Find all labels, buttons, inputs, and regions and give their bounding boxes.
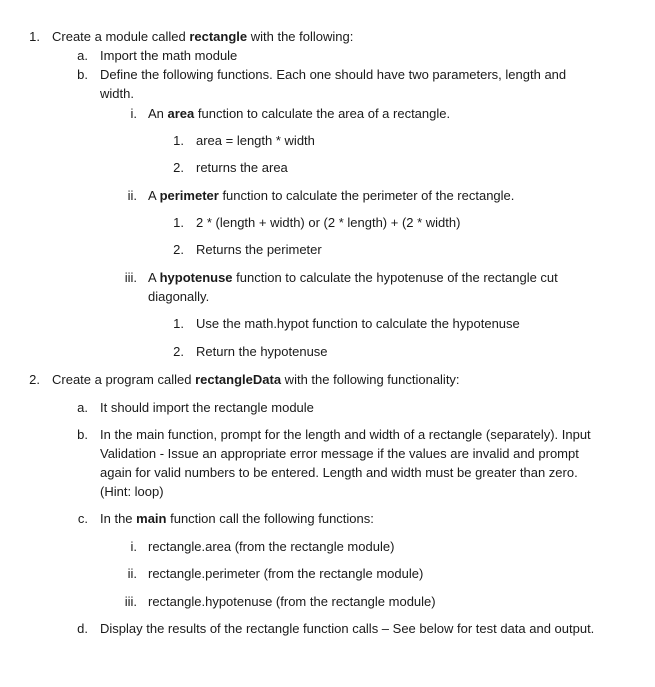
list-item-level-1 xyxy=(0,370,655,390)
list-item-text: Create a program called rectangleData with the following functionality: xyxy=(52,372,460,387)
list-item-text: 2 * (length + width) or (2 * length) + (2 * width) xyxy=(196,215,461,230)
list-item-text: An area function to calculate the area of a rectangle. xyxy=(148,106,451,121)
list-item-text: rectangle.area (from the rectangle module) xyxy=(148,539,395,554)
list-item-text: Display the results of the rectangle function calls – See below for test data and output. xyxy=(100,621,595,636)
list-item-text: again for valid numbers to be entered. Length and width must be greater than zero. xyxy=(100,465,578,480)
list-marker: 2. xyxy=(173,344,184,359)
list-item-text: In the main function, prompt for the length and width of a rectangle (separately). Input xyxy=(100,427,591,442)
bold-term: perimeter xyxy=(159,188,219,203)
list-item-text: Define the following functions. Each one should have two parameters, length and xyxy=(100,67,567,82)
list-item-level-2-continued xyxy=(0,444,655,464)
list-marker: 1. xyxy=(173,133,184,148)
list-item-level-3-continued xyxy=(0,287,655,307)
list-item-text: Returns the perimeter xyxy=(196,242,322,257)
list-marker: 1. xyxy=(173,215,184,230)
list-item-level-3 xyxy=(0,104,655,124)
list-item-level-4 xyxy=(0,158,655,178)
list-marker: b. xyxy=(77,427,88,442)
list-item-text: A perimeter function to calculate the perimeter of the rectangle. xyxy=(148,188,515,203)
list-item-level-2 xyxy=(0,46,655,66)
bold-term: area xyxy=(167,106,195,121)
list-item-text: rectangle.hypotenuse (from the rectangle module) xyxy=(148,594,436,609)
bold-term: rectangleData xyxy=(195,372,282,387)
list-marker: 1. xyxy=(29,29,40,44)
list-marker: 2. xyxy=(173,160,184,175)
list-item-level-2 xyxy=(0,619,655,639)
list-item-text: Use the math.hypot function to calculate the hypotenuse xyxy=(196,316,520,331)
list-item-level-2 xyxy=(0,398,655,418)
bold-term: hypotenuse xyxy=(159,270,233,285)
list-item-level-4 xyxy=(0,314,655,334)
list-marker: 2. xyxy=(173,242,184,257)
list-item-level-2-continued xyxy=(0,84,655,104)
list-item-text: width. xyxy=(100,86,134,101)
list-marker: a. xyxy=(77,400,88,415)
list-item-level-4 xyxy=(0,213,655,233)
list-item-level-4 xyxy=(0,240,655,260)
list-item-level-2 xyxy=(0,65,655,85)
list-item-text: (Hint: loop) xyxy=(100,484,164,499)
list-item-level-3 xyxy=(0,268,655,288)
list-item-level-2-continued xyxy=(0,463,655,483)
list-marker: 2. xyxy=(29,372,40,387)
list-item-level-3 xyxy=(0,592,655,612)
list-marker: ii. xyxy=(127,566,137,581)
list-item-text: Create a module called rectangle with the following: xyxy=(52,29,354,44)
list-item-level-3 xyxy=(0,537,655,557)
list-item-level-2 xyxy=(0,425,655,445)
list-marker: iii. xyxy=(124,594,137,609)
list-marker: ii. xyxy=(127,188,137,203)
list-marker: i. xyxy=(130,106,137,121)
list-item-text: diagonally. xyxy=(148,289,210,304)
list-marker: iii. xyxy=(124,270,137,285)
list-item-text: A hypotenuse function to calculate the hypotenuse of the rectangle cut xyxy=(148,270,558,285)
list-marker: i. xyxy=(130,539,137,554)
list-item-text: Import the math module xyxy=(100,48,238,63)
list-marker: c. xyxy=(77,511,88,526)
list-item-level-4 xyxy=(0,131,655,151)
list-item-text: Return the hypotenuse xyxy=(196,344,328,359)
bold-term: main xyxy=(136,511,167,526)
list-marker: 1. xyxy=(173,316,184,331)
list-item-level-2 xyxy=(0,509,655,529)
list-item-level-1 xyxy=(0,27,655,47)
list-marker: d. xyxy=(77,621,88,636)
list-item-text: It should import the rectangle module xyxy=(100,400,314,415)
list-item-level-3 xyxy=(0,564,655,584)
bold-term: rectangle xyxy=(189,29,248,44)
list-item-level-4 xyxy=(0,342,655,362)
list-item-text: rectangle.perimeter (from the rectangle module) xyxy=(148,566,424,581)
list-marker: b. xyxy=(77,67,88,82)
list-item-text: returns the area xyxy=(196,160,288,175)
list-item-text: Validation - Issue an appropriate error message if the values are invalid and prompt xyxy=(100,446,579,461)
list-item-text: In the main function call the following functions: xyxy=(100,511,374,526)
list-item-level-3 xyxy=(0,186,655,206)
list-marker: a. xyxy=(77,48,88,63)
list-item-text: area = length * width xyxy=(196,133,315,148)
list-item-level-2-continued xyxy=(0,482,655,502)
